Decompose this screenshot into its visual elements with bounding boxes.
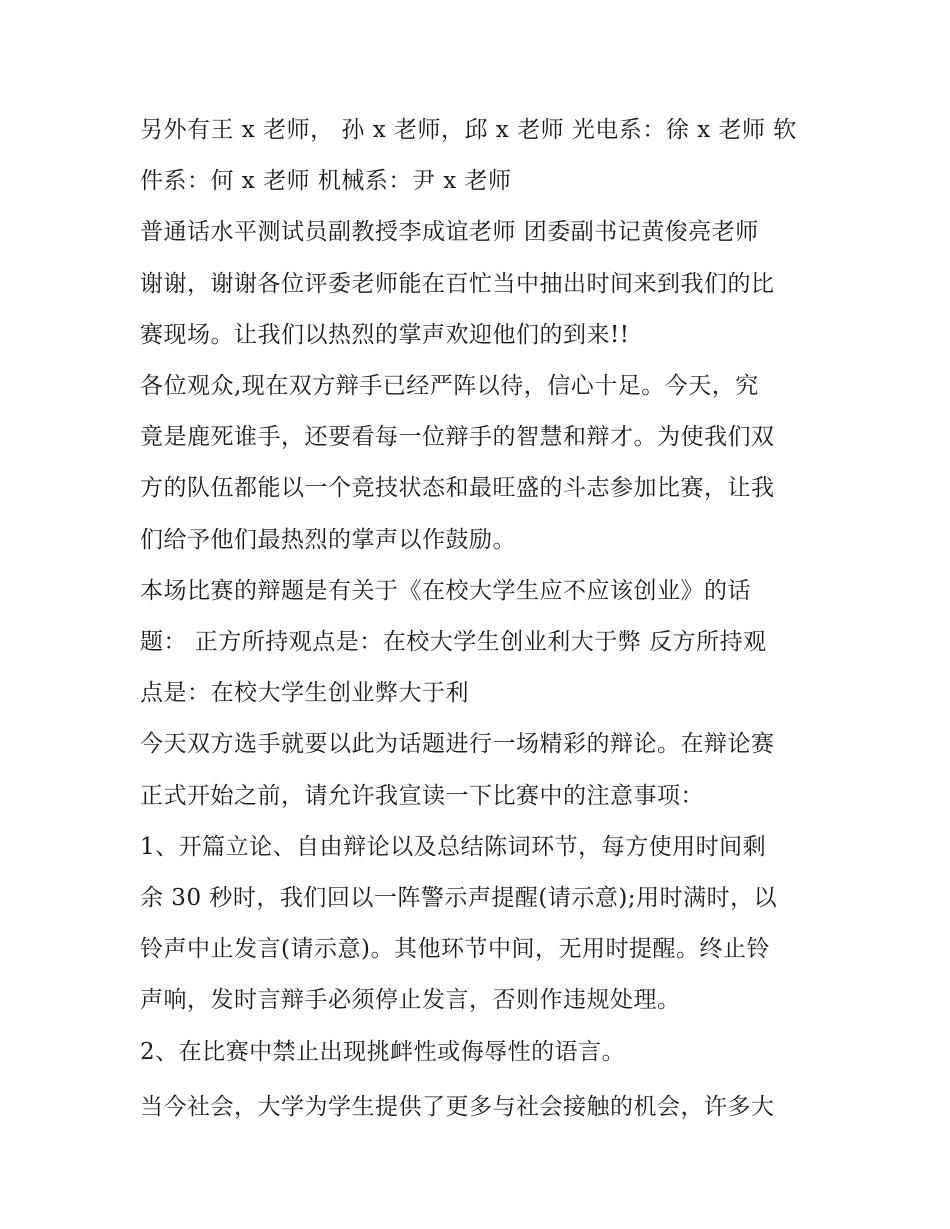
text-line: 余 30 秒时，我们回以一阵警示声提醒(请示意);用时满时，以 xyxy=(140,885,778,912)
text-line: 谢谢，谢谢各位评委老师能在百忙当中抽出时间来到我们的比 xyxy=(140,270,775,297)
paragraph-debate-topic xyxy=(140,566,820,720)
text-line: 件系：何 x 老师 机械系：尹 x 老师 xyxy=(140,168,512,195)
text-line: 们给予他们最热烈的掌声以作鼓励。 xyxy=(140,526,516,553)
text-line: 方的队伍都能以一个竞技状态和最旺盛的斗志参加比赛，让我 xyxy=(140,475,775,502)
text-line: 1、开篇立论、自由辩论以及总结陈词环节，每方使用时间剩 xyxy=(140,833,767,860)
paragraph-intro-rules xyxy=(140,719,820,821)
text-line: 正式开始之前，请允许我宣读一下比赛中的注意事项： xyxy=(140,782,704,809)
paragraph-audience xyxy=(140,361,820,566)
text-line: 题： 正方所持观点是：在校大学生创业利大于弊 反方所持观 xyxy=(140,629,767,656)
paragraph-rule-2 xyxy=(140,1027,820,1078)
document-page xyxy=(140,105,820,1133)
text-line: 各位观众,现在双方辩手已经严阵以待，信心十足。今天，究 xyxy=(140,373,759,400)
paragraph-judges-list xyxy=(140,105,820,207)
text-line: 铃声中止发言(请示意)。其他环节中间，无用时提醒。终止铃 xyxy=(140,936,770,963)
text-line: 点是：在校大学生创业弊大于利 xyxy=(140,680,469,707)
text-line: 本场比赛的辩题是有关于《在校大学生应不应该创业》的话 xyxy=(140,577,751,604)
text-line: 声响，发时言辩手必须停止发言，否则作违规处理。 xyxy=(140,987,681,1014)
text-line: 2、在比赛中禁止出现挑衅性或侮辱性的语言。 xyxy=(140,1038,626,1065)
text-line: 普通话水平测试员副教授李成谊老师 团委副书记黄俊亮老师 xyxy=(140,219,759,246)
paragraph-society xyxy=(140,1082,820,1133)
paragraph-thanks xyxy=(140,207,820,361)
text-line: 另外有王 x 老师， 孙 x 老师，邱 x 老师 光电系：徐 x 老师 软 xyxy=(140,117,797,143)
text-line: 今天双方选手就要以此为话题进行一场精彩的辩论。在辩论赛 xyxy=(140,731,775,758)
text-line: 当今社会，大学为学生提供了更多与社会接触的机会，许多大 xyxy=(140,1093,775,1120)
paragraph-rule-1 xyxy=(140,822,820,1027)
text-line: 赛现场。让我们以热烈的掌声欢迎他们的到来!! xyxy=(140,321,630,348)
text-line: 竟是鹿死谁手，还要看每一位辩手的智慧和辩才。为使我们双 xyxy=(140,424,775,451)
